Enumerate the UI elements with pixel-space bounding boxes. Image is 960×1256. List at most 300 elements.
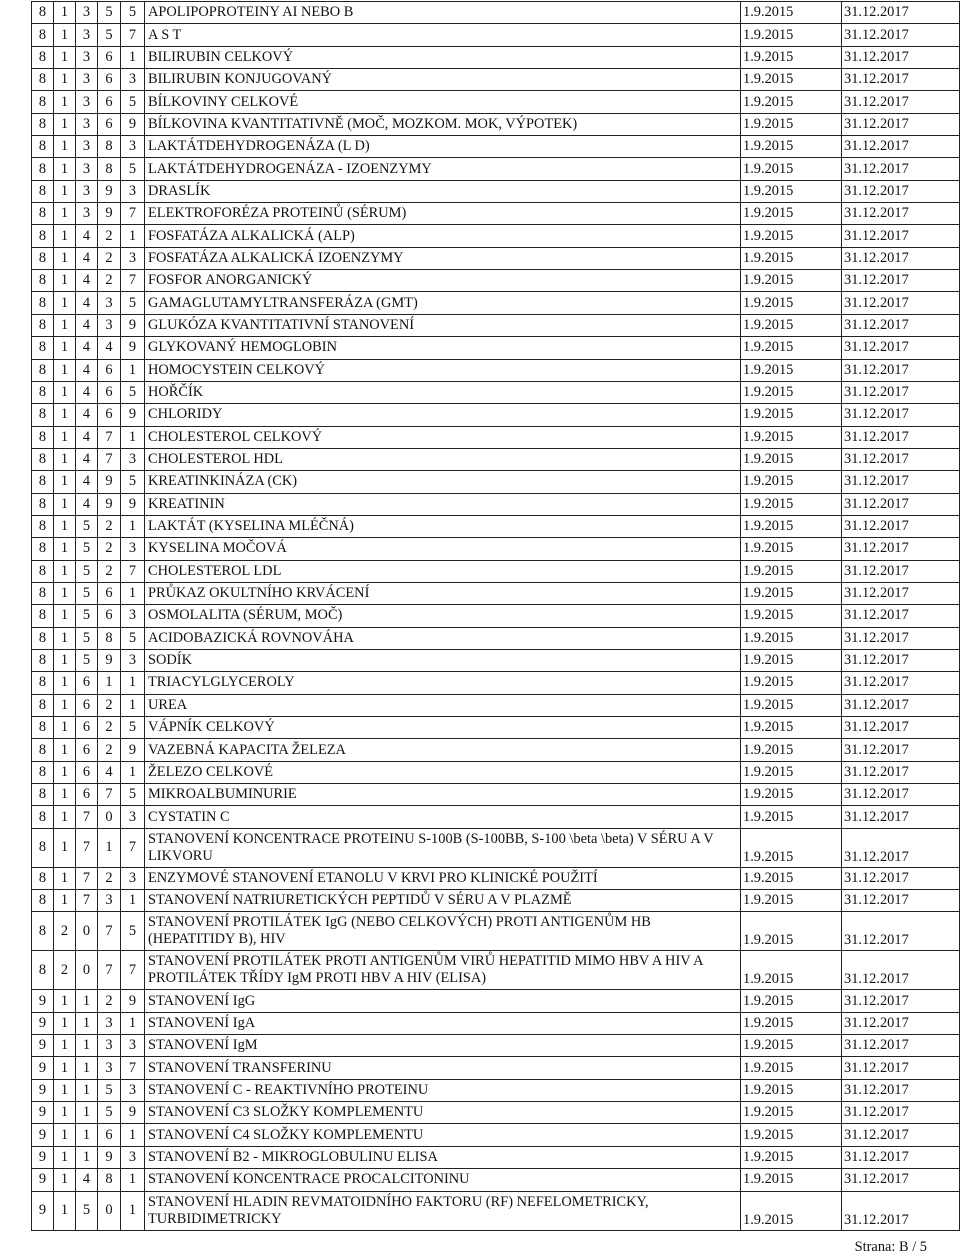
valid-from: 1.9.2015 xyxy=(741,426,842,448)
item-name: GAMAGLUTAMYLTRANSFERÁZA (GMT) xyxy=(145,292,741,314)
code-digit-2: 1 xyxy=(54,627,76,649)
code-digit-4: 7 xyxy=(98,448,121,470)
valid-from: 1.9.2015 xyxy=(741,806,842,828)
valid-from: 1.9.2015 xyxy=(741,867,842,889)
valid-to: 31.12.2017 xyxy=(842,381,960,403)
code-digit-4: 6 xyxy=(98,113,121,135)
valid-to: 31.12.2017 xyxy=(842,627,960,649)
item-name: CHOLESTEROL CELKOVÝ xyxy=(145,426,741,448)
code-digit-3: 3 xyxy=(76,203,98,225)
valid-from: 1.9.2015 xyxy=(741,890,842,912)
valid-to: 31.12.2017 xyxy=(842,990,960,1012)
code-digit-1: 8 xyxy=(32,560,54,582)
code-digit-1: 9 xyxy=(32,1079,54,1101)
valid-from: 1.9.2015 xyxy=(741,314,842,336)
valid-to: 31.12.2017 xyxy=(842,1079,960,1101)
valid-from: 1.9.2015 xyxy=(741,761,842,783)
code-digit-5: 3 xyxy=(121,1146,145,1168)
item-name: STANOVENÍ PROTILÁTEK PROTI ANTIGENŮM VIRŮ HEPATITID MIMO HBV A HIV A PROTILÁTEK TŘÍDY IgM PROTI HBV A HIV (ELISA) xyxy=(145,951,741,990)
code-digit-2: 1 xyxy=(54,605,76,627)
item-name: HOŘČÍK xyxy=(145,381,741,403)
table-row xyxy=(32,867,960,889)
code-digit-1: 8 xyxy=(32,515,54,537)
valid-to: 31.12.2017 xyxy=(842,91,960,113)
valid-to: 31.12.2017 xyxy=(842,292,960,314)
valid-from: 1.9.2015 xyxy=(741,493,842,515)
code-digit-1: 8 xyxy=(32,69,54,91)
valid-to: 31.12.2017 xyxy=(842,203,960,225)
code-digit-1: 9 xyxy=(32,1012,54,1034)
code-digit-2: 1 xyxy=(54,270,76,292)
valid-from: 1.9.2015 xyxy=(741,471,842,493)
code-digit-2: 1 xyxy=(54,867,76,889)
valid-to: 31.12.2017 xyxy=(842,784,960,806)
valid-to: 31.12.2017 xyxy=(842,649,960,671)
code-digit-1: 8 xyxy=(32,605,54,627)
item-name: CHOLESTEROL LDL xyxy=(145,560,741,582)
code-digit-1: 8 xyxy=(32,180,54,202)
code-digit-3: 1 xyxy=(76,1012,98,1034)
valid-from: 1.9.2015 xyxy=(741,69,842,91)
table-row xyxy=(32,225,960,247)
code-digit-3: 5 xyxy=(76,605,98,627)
valid-from: 1.9.2015 xyxy=(741,1146,842,1168)
code-digit-5: 7 xyxy=(121,828,145,867)
code-digit-3: 0 xyxy=(76,912,98,951)
code-digit-2: 1 xyxy=(54,225,76,247)
code-digit-1: 8 xyxy=(32,426,54,448)
code-digit-4: 2 xyxy=(98,560,121,582)
code-digit-3: 7 xyxy=(76,890,98,912)
table-row xyxy=(32,951,960,990)
code-digit-4: 2 xyxy=(98,717,121,739)
code-digit-5: 1 xyxy=(121,359,145,381)
valid-from: 1.9.2015 xyxy=(741,1012,842,1034)
valid-to: 31.12.2017 xyxy=(842,1146,960,1168)
code-digit-1: 8 xyxy=(32,247,54,269)
valid-to: 31.12.2017 xyxy=(842,1057,960,1079)
table-row xyxy=(32,113,960,135)
table-row xyxy=(32,739,960,761)
valid-to: 31.12.2017 xyxy=(842,24,960,46)
code-digit-2: 1 xyxy=(54,292,76,314)
code-digit-2: 1 xyxy=(54,1191,76,1230)
item-name: STANOVENÍ IgA xyxy=(145,1012,741,1034)
item-name: STANOVENÍ C4 SLOŽKY KOMPLEMENTU xyxy=(145,1124,741,1146)
table-row xyxy=(32,1191,960,1230)
code-digit-3: 3 xyxy=(76,180,98,202)
item-name: OSMOLALITA (SÉRUM, MOČ) xyxy=(145,605,741,627)
item-name: LAKTÁTDEHYDROGENÁZA - IZOENZYMY xyxy=(145,158,741,180)
valid-to: 31.12.2017 xyxy=(842,1012,960,1034)
table-row xyxy=(32,672,960,694)
valid-from: 1.9.2015 xyxy=(741,448,842,470)
code-digit-4: 3 xyxy=(98,292,121,314)
code-digit-4: 9 xyxy=(98,203,121,225)
valid-to: 31.12.2017 xyxy=(842,136,960,158)
code-digit-2: 1 xyxy=(54,784,76,806)
code-digit-1: 8 xyxy=(32,292,54,314)
code-digit-2: 1 xyxy=(54,381,76,403)
valid-from: 1.9.2015 xyxy=(741,739,842,761)
valid-to: 31.12.2017 xyxy=(842,180,960,202)
valid-from: 1.9.2015 xyxy=(741,292,842,314)
table-row xyxy=(32,649,960,671)
valid-to: 31.12.2017 xyxy=(842,694,960,716)
code-digit-1: 8 xyxy=(32,314,54,336)
valid-from: 1.9.2015 xyxy=(741,1124,842,1146)
item-name: ELEKTROFORÉZA PROTEINŮ (SÉRUM) xyxy=(145,203,741,225)
code-digit-1: 8 xyxy=(32,46,54,68)
code-digit-4: 6 xyxy=(98,359,121,381)
table-row xyxy=(32,1035,960,1057)
code-digit-4: 0 xyxy=(98,1191,121,1230)
code-digit-3: 7 xyxy=(76,806,98,828)
valid-to: 31.12.2017 xyxy=(842,359,960,381)
item-name: FOSFATÁZA ALKALICKÁ (ALP) xyxy=(145,225,741,247)
code-digit-1: 8 xyxy=(32,806,54,828)
item-name: CHOLESTEROL HDL xyxy=(145,448,741,470)
valid-to: 31.12.2017 xyxy=(842,890,960,912)
code-digit-4: 8 xyxy=(98,158,121,180)
item-name: GLUKÓZA KVANTITATIVNÍ STANOVENÍ xyxy=(145,314,741,336)
code-digit-1: 9 xyxy=(32,1124,54,1146)
item-name: STANOVENÍ IgM xyxy=(145,1035,741,1057)
code-digit-5: 3 xyxy=(121,1035,145,1057)
code-digit-3: 4 xyxy=(76,337,98,359)
item-name: KREATINKINÁZA (CK) xyxy=(145,471,741,493)
code-digit-2: 1 xyxy=(54,46,76,68)
code-digit-2: 1 xyxy=(54,493,76,515)
item-name: CYSTATIN C xyxy=(145,806,741,828)
item-name: SODÍK xyxy=(145,649,741,671)
code-digit-2: 1 xyxy=(54,1102,76,1124)
item-name: UREA xyxy=(145,694,741,716)
code-digit-3: 4 xyxy=(76,448,98,470)
valid-from: 1.9.2015 xyxy=(741,717,842,739)
code-digit-5: 3 xyxy=(121,180,145,202)
valid-from: 1.9.2015 xyxy=(741,381,842,403)
code-digit-3: 3 xyxy=(76,2,98,24)
code-digit-5: 5 xyxy=(121,717,145,739)
code-digit-3: 4 xyxy=(76,404,98,426)
valid-from: 1.9.2015 xyxy=(741,404,842,426)
valid-to: 31.12.2017 xyxy=(842,1102,960,1124)
valid-to: 31.12.2017 xyxy=(842,582,960,604)
table-row xyxy=(32,1079,960,1101)
valid-from: 1.9.2015 xyxy=(741,158,842,180)
valid-from: 1.9.2015 xyxy=(741,270,842,292)
item-name: STANOVENÍ KONCENTRACE PROTEINU S-100B (S-100BB, S-100 \beta \beta) V SÉRU A V LIKVORU xyxy=(145,828,741,867)
code-digit-4: 3 xyxy=(98,1057,121,1079)
code-digit-4: 1 xyxy=(98,672,121,694)
code-digit-3: 4 xyxy=(76,426,98,448)
code-digit-2: 1 xyxy=(54,203,76,225)
code-digit-1: 8 xyxy=(32,951,54,990)
table-row xyxy=(32,784,960,806)
item-name: ŽELEZO CELKOVÉ xyxy=(145,761,741,783)
code-digit-1: 9 xyxy=(32,1057,54,1079)
code-digit-5: 3 xyxy=(121,806,145,828)
valid-to: 31.12.2017 xyxy=(842,471,960,493)
code-digit-4: 2 xyxy=(98,538,121,560)
code-digit-2: 1 xyxy=(54,426,76,448)
item-name: VÁPNÍK CELKOVÝ xyxy=(145,717,741,739)
code-digit-5: 1 xyxy=(121,46,145,68)
code-digit-4: 6 xyxy=(98,381,121,403)
item-name: CHLORIDY xyxy=(145,404,741,426)
table-row xyxy=(32,359,960,381)
valid-from: 1.9.2015 xyxy=(741,203,842,225)
code-digit-4: 2 xyxy=(98,270,121,292)
table-row xyxy=(32,69,960,91)
code-digit-1: 8 xyxy=(32,739,54,761)
code-digit-4: 6 xyxy=(98,404,121,426)
valid-from: 1.9.2015 xyxy=(741,1057,842,1079)
valid-from: 1.9.2015 xyxy=(741,784,842,806)
valid-from: 1.9.2015 xyxy=(741,337,842,359)
valid-to: 31.12.2017 xyxy=(842,761,960,783)
code-digit-5: 7 xyxy=(121,203,145,225)
code-digit-1: 9 xyxy=(32,990,54,1012)
item-name: VAZEBNÁ KAPACITA ŽELEZA xyxy=(145,739,741,761)
item-name: LAKTÁT (KYSELINA MLÉČNÁ) xyxy=(145,515,741,537)
code-digit-1: 8 xyxy=(32,404,54,426)
code-digit-3: 5 xyxy=(76,649,98,671)
code-digit-2: 1 xyxy=(54,582,76,604)
code-digit-5: 1 xyxy=(121,694,145,716)
valid-from: 1.9.2015 xyxy=(741,1191,842,1230)
valid-to: 31.12.2017 xyxy=(842,270,960,292)
item-name: MIKROALBUMINURIE xyxy=(145,784,741,806)
code-digit-5: 5 xyxy=(121,471,145,493)
table-row xyxy=(32,91,960,113)
code-digit-3: 5 xyxy=(76,627,98,649)
code-digit-4: 6 xyxy=(98,1124,121,1146)
code-digit-1: 8 xyxy=(32,582,54,604)
code-digit-4: 3 xyxy=(98,890,121,912)
code-digit-2: 1 xyxy=(54,761,76,783)
code-digit-5: 1 xyxy=(121,1191,145,1230)
code-digit-2: 1 xyxy=(54,806,76,828)
valid-to: 31.12.2017 xyxy=(842,1124,960,1146)
code-digit-2: 1 xyxy=(54,448,76,470)
valid-from: 1.9.2015 xyxy=(741,113,842,135)
table-row xyxy=(32,493,960,515)
code-digit-5: 3 xyxy=(121,247,145,269)
code-digit-5: 1 xyxy=(121,672,145,694)
code-digit-2: 1 xyxy=(54,247,76,269)
code-digit-5: 3 xyxy=(121,538,145,560)
code-digit-2: 1 xyxy=(54,538,76,560)
valid-to: 31.12.2017 xyxy=(842,828,960,867)
code-digit-5: 1 xyxy=(121,582,145,604)
valid-to: 31.12.2017 xyxy=(842,951,960,990)
table-row xyxy=(32,890,960,912)
code-digit-3: 6 xyxy=(76,784,98,806)
code-digit-2: 1 xyxy=(54,1012,76,1034)
code-digit-4: 6 xyxy=(98,582,121,604)
code-digit-3: 6 xyxy=(76,739,98,761)
code-digit-5: 5 xyxy=(121,381,145,403)
table-row xyxy=(32,2,960,24)
code-digit-3: 3 xyxy=(76,136,98,158)
code-digit-4: 9 xyxy=(98,649,121,671)
table-row xyxy=(32,990,960,1012)
code-digit-5: 3 xyxy=(121,649,145,671)
valid-from: 1.9.2015 xyxy=(741,1079,842,1101)
valid-to: 31.12.2017 xyxy=(842,1191,960,1230)
code-digit-1: 8 xyxy=(32,890,54,912)
item-name: DRASLÍK xyxy=(145,180,741,202)
valid-from: 1.9.2015 xyxy=(741,951,842,990)
item-name: BÍLKOVINA KVANTITATIVNĚ (MOČ, MOZKOM. MOK, VÝPOTEK) xyxy=(145,113,741,135)
code-digit-3: 5 xyxy=(76,1191,98,1230)
valid-from: 1.9.2015 xyxy=(741,560,842,582)
valid-to: 31.12.2017 xyxy=(842,515,960,537)
code-digit-5: 3 xyxy=(121,1079,145,1101)
code-digit-3: 0 xyxy=(76,951,98,990)
item-name: STANOVENÍ PROTILÁTEK IgG (NEBO CELKOVÝCH) PROTI ANTIGENŮM HB (HEPATITIDY B), HIV xyxy=(145,912,741,951)
code-digit-2: 1 xyxy=(54,471,76,493)
code-digit-2: 1 xyxy=(54,113,76,135)
code-digit-5: 3 xyxy=(121,69,145,91)
code-digit-3: 4 xyxy=(76,247,98,269)
code-digit-3: 4 xyxy=(76,471,98,493)
code-digit-3: 1 xyxy=(76,990,98,1012)
code-digit-5: 9 xyxy=(121,493,145,515)
valid-from: 1.9.2015 xyxy=(741,247,842,269)
valid-from: 1.9.2015 xyxy=(741,649,842,671)
valid-to: 31.12.2017 xyxy=(842,46,960,68)
table-row xyxy=(32,24,960,46)
code-digit-2: 1 xyxy=(54,649,76,671)
table-row xyxy=(32,627,960,649)
table-row xyxy=(32,426,960,448)
valid-to: 31.12.2017 xyxy=(842,404,960,426)
code-digit-2: 1 xyxy=(54,694,76,716)
code-digit-4: 7 xyxy=(98,426,121,448)
code-digit-1: 8 xyxy=(32,493,54,515)
item-name: STANOVENÍ NATRIURETICKÝCH PEPTIDŮ V SÉRU A V PLAZMĚ xyxy=(145,890,741,912)
item-name: STANOVENÍ B2 - MIKROGLOBULINU ELISA xyxy=(145,1146,741,1168)
code-digit-2: 1 xyxy=(54,69,76,91)
table-row xyxy=(32,582,960,604)
item-name: APOLIPOPROTEINY AI NEBO B xyxy=(145,2,741,24)
code-digit-1: 8 xyxy=(32,784,54,806)
code-digit-3: 1 xyxy=(76,1035,98,1057)
code-digit-1: 8 xyxy=(32,359,54,381)
code-digit-3: 6 xyxy=(76,694,98,716)
item-name: STANOVENÍ TRANSFERINU xyxy=(145,1057,741,1079)
code-digit-3: 5 xyxy=(76,515,98,537)
valid-to: 31.12.2017 xyxy=(842,1169,960,1191)
valid-from: 1.9.2015 xyxy=(741,46,842,68)
valid-from: 1.9.2015 xyxy=(741,1035,842,1057)
code-digit-4: 7 xyxy=(98,951,121,990)
valid-from: 1.9.2015 xyxy=(741,136,842,158)
code-digit-3: 1 xyxy=(76,1146,98,1168)
valid-to: 31.12.2017 xyxy=(842,247,960,269)
code-digit-5: 7 xyxy=(121,270,145,292)
item-name: ACIDOBAZICKÁ ROVNOVÁHA xyxy=(145,627,741,649)
item-name: STANOVENÍ C - REAKTIVNÍHO PROTEINU xyxy=(145,1079,741,1101)
table-row xyxy=(32,448,960,470)
code-digit-2: 1 xyxy=(54,337,76,359)
valid-to: 31.12.2017 xyxy=(842,806,960,828)
code-digit-2: 1 xyxy=(54,91,76,113)
code-digit-4: 2 xyxy=(98,247,121,269)
code-digit-4: 5 xyxy=(98,24,121,46)
valid-to: 31.12.2017 xyxy=(842,158,960,180)
code-digit-3: 4 xyxy=(76,1169,98,1191)
code-digit-1: 9 xyxy=(32,1191,54,1230)
code-digit-1: 9 xyxy=(32,1146,54,1168)
code-digit-1: 8 xyxy=(32,91,54,113)
valid-from: 1.9.2015 xyxy=(741,225,842,247)
valid-from: 1.9.2015 xyxy=(741,24,842,46)
table-row xyxy=(32,560,960,582)
code-digit-4: 4 xyxy=(98,761,121,783)
code-digit-3: 4 xyxy=(76,225,98,247)
code-digit-2: 1 xyxy=(54,990,76,1012)
code-digit-4: 5 xyxy=(98,1079,121,1101)
code-digit-1: 8 xyxy=(32,337,54,359)
valid-from: 1.9.2015 xyxy=(741,91,842,113)
code-digit-5: 9 xyxy=(121,314,145,336)
code-digit-1: 8 xyxy=(32,867,54,889)
code-digit-1: 8 xyxy=(32,761,54,783)
code-digit-4: 6 xyxy=(98,46,121,68)
valid-to: 31.12.2017 xyxy=(842,69,960,91)
item-name: GLYKOVANÝ HEMOGLOBIN xyxy=(145,337,741,359)
code-digit-4: 2 xyxy=(98,867,121,889)
table-row xyxy=(32,314,960,336)
code-digit-1: 8 xyxy=(32,538,54,560)
code-digit-3: 7 xyxy=(76,867,98,889)
code-digit-1: 8 xyxy=(32,203,54,225)
table-row xyxy=(32,46,960,68)
table-row xyxy=(32,471,960,493)
code-digit-3: 4 xyxy=(76,292,98,314)
code-digit-3: 1 xyxy=(76,1057,98,1079)
code-digit-1: 8 xyxy=(32,381,54,403)
valid-to: 31.12.2017 xyxy=(842,314,960,336)
code-digit-1: 8 xyxy=(32,448,54,470)
item-name: HOMOCYSTEIN CELKOVÝ xyxy=(145,359,741,381)
item-name: BILIRUBIN KONJUGOVANÝ xyxy=(145,69,741,91)
table-row xyxy=(32,1146,960,1168)
code-digit-4: 4 xyxy=(98,337,121,359)
table-row xyxy=(32,292,960,314)
code-digit-2: 1 xyxy=(54,1146,76,1168)
page-number: Strana: B / 5 xyxy=(854,1239,927,1255)
table-row xyxy=(32,806,960,828)
item-name: STANOVENÍ C3 SLOŽKY KOMPLEMENTU xyxy=(145,1102,741,1124)
code-digit-4: 2 xyxy=(98,990,121,1012)
code-digit-5: 9 xyxy=(121,990,145,1012)
table-row xyxy=(32,1169,960,1191)
code-digit-5: 9 xyxy=(121,113,145,135)
table-row xyxy=(32,828,960,867)
valid-from: 1.9.2015 xyxy=(741,990,842,1012)
code-digit-5: 5 xyxy=(121,784,145,806)
code-digit-4: 2 xyxy=(98,225,121,247)
code-digit-1: 8 xyxy=(32,649,54,671)
code-digit-3: 1 xyxy=(76,1079,98,1101)
code-digit-5: 5 xyxy=(121,158,145,180)
code-digit-5: 3 xyxy=(121,605,145,627)
